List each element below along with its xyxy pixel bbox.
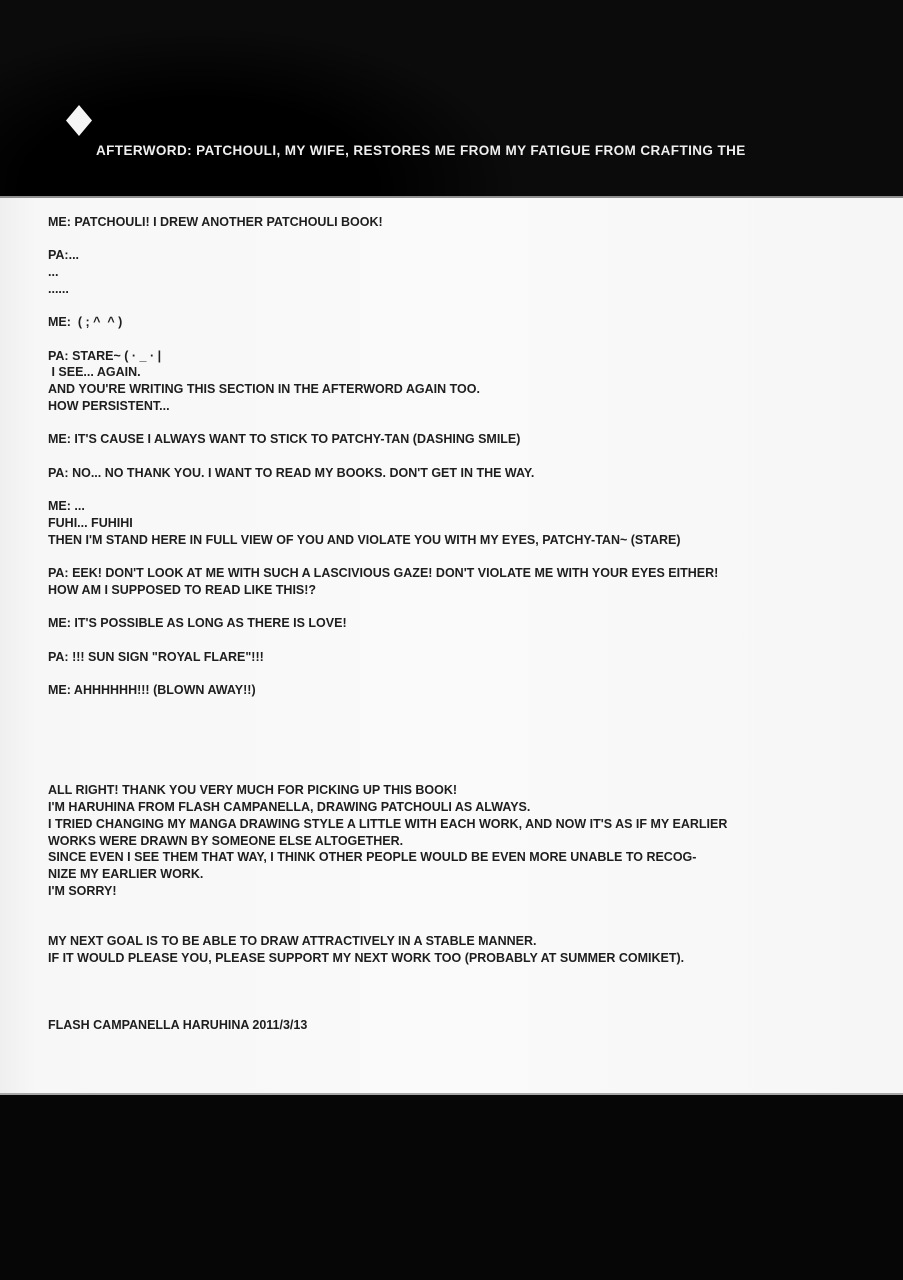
text-line: ...... <box>48 281 69 296</box>
blank-line <box>48 699 903 716</box>
blank-line <box>48 966 903 983</box>
text-line: I SEE... AGAIN. <box>48 365 141 380</box>
text-line: THEN I'M STAND HERE IN FULL VIEW OF YOU AND VIOLATE YOU WITH MY EYES, PATCHY-TAN~ (STARE) <box>48 532 681 547</box>
blank-line <box>48 899 903 916</box>
afterword-body <box>0 198 903 1093</box>
blank-line <box>48 665 903 682</box>
text-line: NIZE MY EARLIER WORK. <box>48 867 204 882</box>
blank-line <box>48 749 903 766</box>
blank-line <box>48 716 903 733</box>
blank-line <box>48 482 903 499</box>
text-line: ME: IT'S CAUSE I ALWAYS WANT TO STICK TO PATCHY-TAN (DASHING SMILE) <box>48 432 521 447</box>
text-line: ALL RIGHT! THANK YOU VERY MUCH FOR PICKING UP THIS BOOK! <box>48 783 458 798</box>
text-line: FUHI... FUHIHI <box>48 515 133 530</box>
blank-line <box>48 983 903 1000</box>
text-line: AND YOU'RE WRITING THIS SECTION IN THE AFTERWORD AGAIN TOO. <box>48 382 480 397</box>
diamond-icon <box>66 105 92 136</box>
blank-line <box>48 231 903 248</box>
text-line: PA: NO... NO THANK YOU. I WANT TO READ MY BOOKS. DON'T GET IN THE WAY. <box>48 465 535 480</box>
text-line: PA: !!! SUN SIGN "ROYAL FLARE"!!! <box>48 649 264 664</box>
text-line: HOW AM I SUPPOSED TO READ LIKE THIS!? <box>48 582 317 597</box>
bottom-black-bar <box>0 1093 903 1280</box>
text-line: I'M SORRY! <box>48 883 117 898</box>
top-black-bar <box>0 0 903 198</box>
blank-line <box>48 632 903 649</box>
text-line: ME: AHHHHHH!!! (BLOWN AWAY!!) <box>48 683 256 698</box>
text-line: ... <box>48 265 59 280</box>
text-line: ME: IT'S POSSIBLE AS LONG AS THERE IS LOVE! <box>48 616 347 631</box>
blank-line <box>48 732 903 749</box>
text-line: PA:... <box>48 248 80 263</box>
text-line: FLASH CAMPANELLA HARUHINA 2011/3/13 <box>48 1017 308 1032</box>
blank-line <box>48 548 903 565</box>
text-line: SINCE EVEN I SEE THEM THAT WAY, I THINK OTHER PEOPLE WOULD BE EVEN MORE UNABLE TO RECOG- <box>48 850 697 865</box>
text-line: IF IT WOULD PLEASE YOU, PLEASE SUPPORT MY NEXT WORK TOO (PROBABLY AT SUMMER COMIKET). <box>48 950 685 965</box>
text-line: MY NEXT GOAL IS TO BE ABLE TO DRAW ATTRACTIVELY IN A STABLE MANNER. <box>48 933 537 948</box>
blank-line <box>48 331 903 348</box>
text-line: I TRIED CHANGING MY MANGA DRAWING STYLE A LITTLE WITH EACH WORK, AND NOW IT'S AS IF MY EARLIER <box>48 816 728 831</box>
text-line: ME: PATCHOULI! I DREW ANOTHER PATCHOULI BOOK! <box>48 215 383 229</box>
blank-line <box>48 916 903 933</box>
blank-line <box>48 599 903 616</box>
text-line: HOW PERSISTENT... <box>48 398 170 413</box>
blank-line <box>48 448 903 465</box>
blank-line <box>48 415 903 432</box>
page-title-line1: AFTERWORD: PATCHOULI, MY WIFE, RESTORES ME FROM MY FATIGUE FROM CRAFTING THE <box>96 143 746 158</box>
blank-line <box>48 1000 903 1017</box>
text-line: ME: ... <box>48 499 85 514</box>
text-line: PA: EEK! DON'T LOOK AT ME WITH SUCH A LASCIVIOUS GAZE! DON'T VIOLATE ME WITH YOUR EYES EITHER! <box>48 566 719 581</box>
text-line: I'M HARUHINA FROM FLASH CAMPANELLA, DRAWING PATCHOULI AS ALWAYS. <box>48 800 531 815</box>
afterword-lines <box>48 214 903 1033</box>
blank-line <box>48 298 903 315</box>
blank-line <box>48 766 903 783</box>
text-line: WORKS WERE DRAWN BY SOMEONE ELSE ALTOGETHER. <box>48 833 404 848</box>
text-line: PA: STARE~ ( · _ · | <box>48 348 162 363</box>
text-line: ME: ( ; ^ ^ ) <box>48 315 123 330</box>
